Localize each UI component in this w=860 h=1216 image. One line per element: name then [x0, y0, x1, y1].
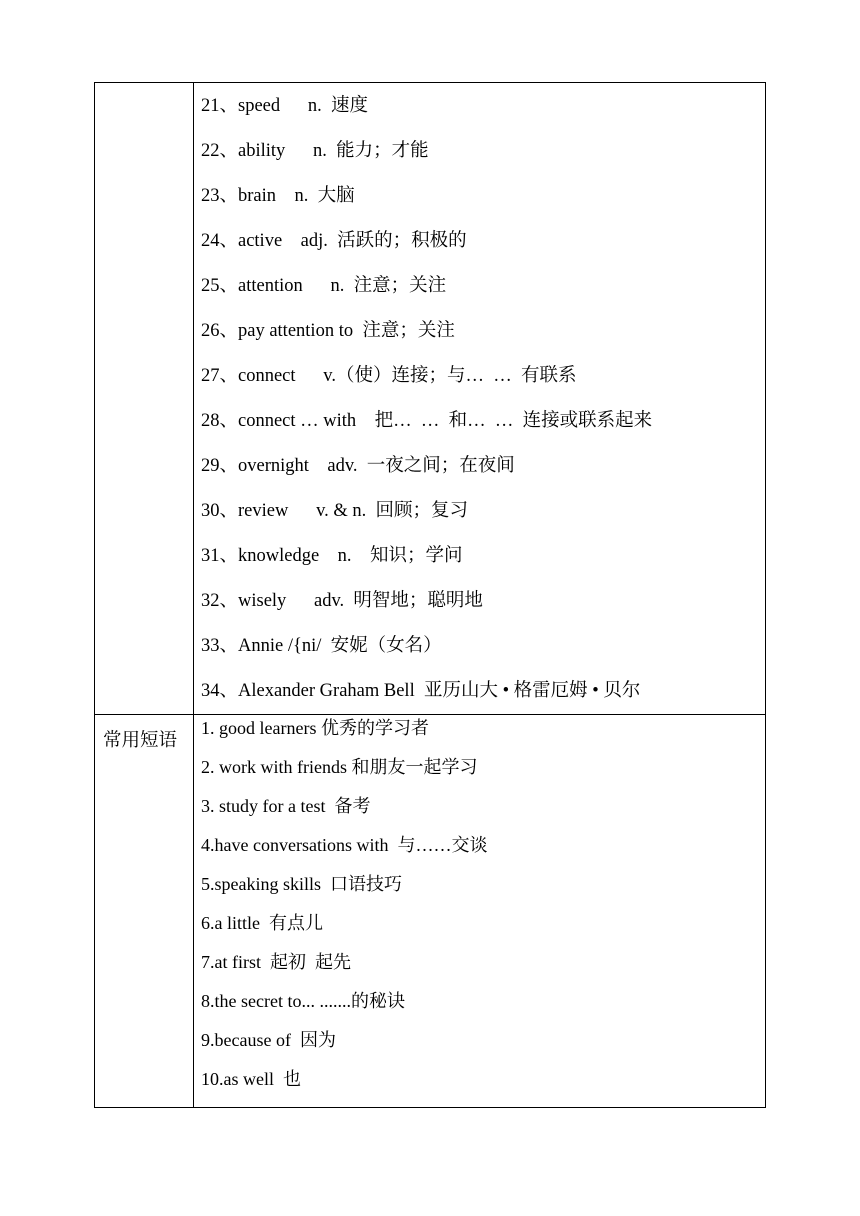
vocab-item: 34、Alexander Graham Bell 亚历山大 • 格雷厄姆 • 贝尔 — [201, 681, 641, 701]
phrase-item: 4.have conversations with 与……交谈 — [201, 835, 488, 855]
phrase-item: 2. work with friends 和朋友一起学习 — [201, 757, 478, 777]
vocab-item: 32、wisely adv. 明智地；聪明地 — [201, 591, 483, 611]
column-divider — [193, 83, 194, 1107]
phrase-item: 5.speaking skills 口语技巧 — [201, 874, 402, 894]
phrase-item: 1. good learners 优秀的学习者 — [201, 718, 429, 738]
vocab-item: 24、active adj. 活跃的；积极的 — [201, 231, 467, 251]
vocab-item: 33、Annie /{ni/ 安妮（女名） — [201, 636, 442, 656]
vocab-item: 28、connect … with 把… … 和… … 连接或联系起来 — [201, 411, 653, 431]
vocab-item: 22、ability n. 能力；才能 — [201, 141, 429, 161]
phrase-item: 6.a little 有点儿 — [201, 913, 323, 933]
phrase-item: 10.as well 也 — [201, 1069, 301, 1089]
phrase-item: 9.because of 因为 — [201, 1030, 336, 1050]
phrase-item: 8.the secret to... .......的秘诀 — [201, 991, 405, 1011]
vocab-item: 23、brain n. 大脑 — [201, 186, 355, 206]
vocabulary-table — [94, 82, 766, 1108]
vocab-item: 26、pay attention to 注意；关注 — [201, 321, 455, 341]
phrase-item: 7.at first 起初 起先 — [201, 952, 351, 972]
phrases-label: 常用短语 — [103, 731, 178, 751]
row-divider — [95, 714, 765, 715]
vocab-item: 27、connect v.（使）连接；与… … 有联系 — [201, 366, 577, 386]
vocab-item: 25、attention n. 注意；关注 — [201, 276, 447, 296]
vocab-item: 29、overnight adv. 一夜之间；在夜间 — [201, 456, 515, 476]
vocab-item: 31、knowledge n. 知识；学问 — [201, 546, 463, 566]
vocab-item: 21、speed n. 速度 — [201, 96, 368, 116]
vocab-item: 30、review v. & n. 回顾；复习 — [201, 501, 469, 521]
phrase-item: 3. study for a test 备考 — [201, 796, 371, 816]
